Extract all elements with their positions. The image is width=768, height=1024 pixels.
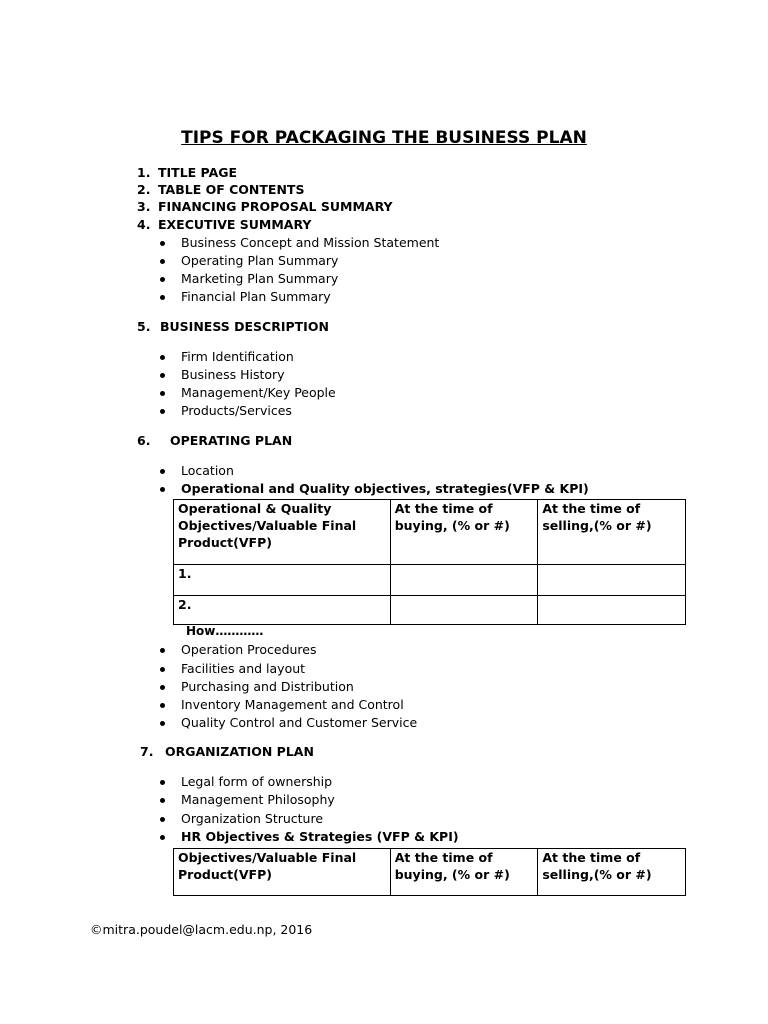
table-cell: 2. [174, 596, 391, 625]
section-number: 6. [137, 433, 151, 448]
section-number: 5. [137, 319, 151, 334]
page-title: TIPS FOR PACKAGING THE BUSINESS PLAN [181, 128, 587, 148]
section-number: 1. [137, 165, 151, 180]
table-row [174, 596, 686, 625]
bullet-icon [160, 409, 165, 414]
bullet-icon [160, 648, 165, 653]
section-heading-financing-proposal: FINANCING PROPOSAL SUMMARY [158, 199, 393, 214]
section-number: 4. [137, 217, 151, 232]
section-heading-executive-summary: EXECUTIVE SUMMARY [158, 217, 312, 232]
section-heading-business-description: BUSINESS DESCRIPTION [160, 319, 329, 334]
section-heading-title-page: TITLE PAGE [158, 165, 238, 180]
table-row [174, 565, 686, 596]
table-header: Operational & Quality Objectives/Valuable Final Product(VFP) [174, 500, 391, 565]
list-item: Quality Control and Customer Service [181, 715, 418, 730]
list-item: Marketing Plan Summary [181, 271, 339, 286]
table-header: At the time of buying, (% or #) [390, 500, 538, 565]
section-heading-operating-plan: OPERATING PLAN [170, 433, 293, 448]
table-cell: 1. [174, 565, 391, 596]
list-item: Facilities and layout [181, 661, 306, 676]
bullet-icon [160, 721, 165, 726]
list-item: Operation Procedures [181, 642, 317, 657]
list-item: Business History [181, 367, 285, 382]
list-item: Management/Key People [181, 385, 336, 400]
list-item: Operating Plan Summary [181, 253, 339, 268]
hr-objectives-table [173, 848, 686, 896]
table-header: At the time of buying, (% or #) [390, 849, 538, 896]
bullet-icon [160, 391, 165, 396]
bullet-icon [160, 259, 165, 264]
section-number: 2. [137, 182, 151, 197]
list-item: Purchasing and Distribution [181, 679, 354, 694]
table-cell [538, 565, 686, 596]
list-item: Products/Services [181, 403, 292, 418]
bullet-icon [160, 277, 165, 282]
how-label: How………… [186, 624, 264, 638]
bullet-icon [160, 373, 165, 378]
bullet-icon [160, 469, 165, 474]
table-cell [390, 596, 538, 625]
bullet-icon [160, 241, 165, 246]
list-item: Inventory Management and Control [181, 697, 404, 712]
section-number: 3. [137, 199, 151, 214]
list-item: Legal form of ownership [181, 774, 333, 789]
bullet-icon [160, 703, 165, 708]
bullet-icon [160, 355, 165, 360]
section-number: 7. [140, 744, 154, 759]
list-item: Location [181, 463, 234, 478]
list-item: Firm Identification [181, 349, 294, 364]
bullet-icon [160, 295, 165, 300]
table-header: Objectives/Valuable Final Product(VFP) [174, 849, 391, 896]
section-heading-table-of-contents: TABLE OF CONTENTS [158, 182, 305, 197]
bullet-icon [160, 780, 165, 785]
bullet-icon [160, 817, 165, 822]
list-item-bold: HR Objectives & Strategies (VFP & KPI) [181, 829, 459, 844]
list-item: Financial Plan Summary [181, 289, 331, 304]
table-header: At the time of selling,(% or #) [538, 500, 686, 565]
table-cell [390, 565, 538, 596]
list-item: Management Philosophy [181, 792, 335, 807]
table-header: At the time of selling,(% or #) [538, 849, 686, 896]
list-item: Business Concept and Mission Statement [181, 235, 440, 250]
bullet-icon [160, 685, 165, 690]
section-heading-organization-plan: ORGANIZATION PLAN [165, 744, 314, 759]
table-cell [538, 596, 686, 625]
footer-copyright: ©mitra.poudel@lacm.edu.np, 2016 [90, 922, 313, 937]
bullet-icon [160, 667, 165, 672]
bullet-icon [160, 835, 165, 840]
list-item: Organization Structure [181, 811, 324, 826]
bullet-icon [160, 487, 165, 492]
list-item-bold: Operational and Quality objectives, strategies(VFP & KPI) [181, 481, 589, 496]
objectives-table [173, 499, 686, 625]
bullet-icon [160, 798, 165, 803]
